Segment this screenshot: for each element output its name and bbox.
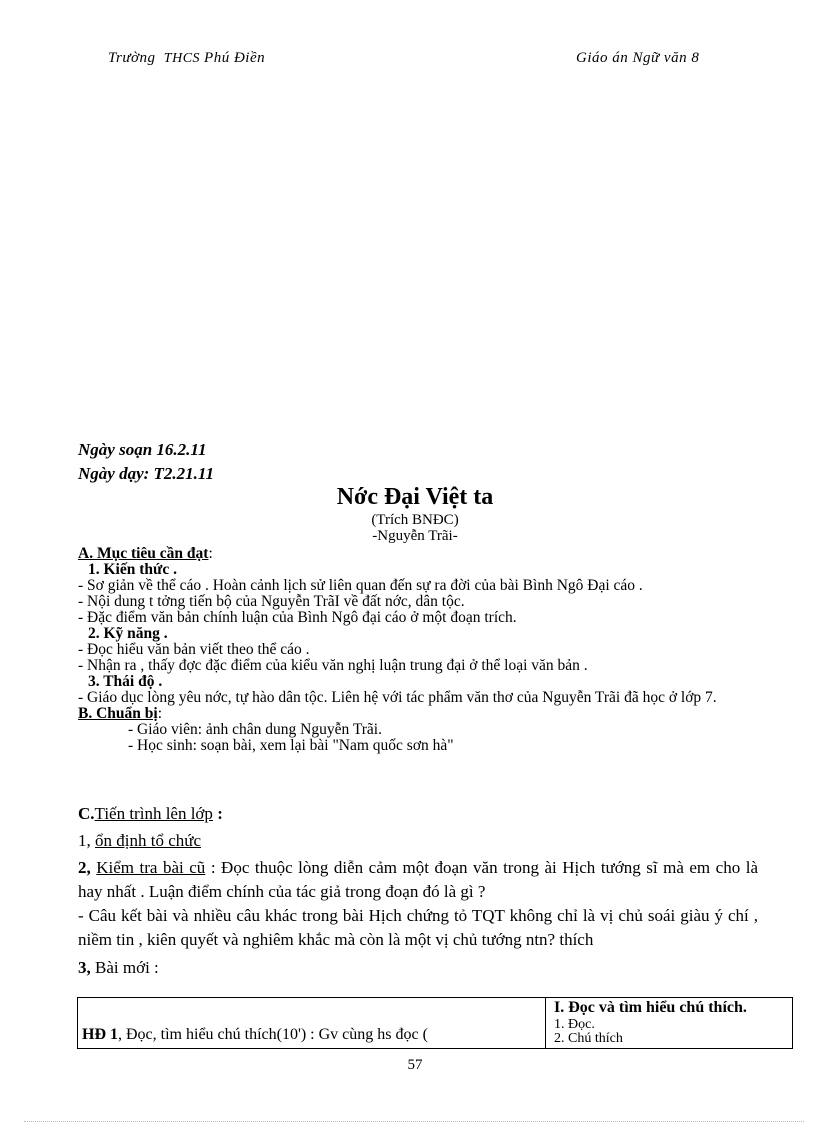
section-c [78,802,758,980]
lesson-source: (Trích BNĐC) [371,512,459,528]
step1-number: 1, [78,831,95,850]
section-a-heading: A. Mục tiêu cần đạt [78,546,209,562]
page-number: 57 [407,1057,423,1073]
section-b-colon: : [157,706,163,722]
skills-line: - Nhận ra , thấy đợc đặc điểm của kiểu văn nghị luận trung đại ở thể loại văn bản . [78,658,588,674]
knowledge-line: - Nội dung t tởng tiến bộ của Nguyễn TrãI về đất nớc, dân tộc. [78,594,465,610]
section-a [78,546,758,754]
knowledge-line: - Đặc điểm văn bản chính luận của Bình Ngô đại cáo ở một đoạn trích. [78,610,517,626]
step1-label: ổn định tổ chức [95,831,202,850]
section-c-colon: : [212,804,223,823]
header-school [108,50,265,67]
step3-label: Bài mới : [95,958,159,977]
skills-line: - Đọc hiểu văn bản viết theo thể cáo . [78,642,310,658]
section-a-colon: : [208,546,213,562]
skills-heading: 2. Kỹ năng . [88,626,168,642]
knowledge-heading: 1. Kiến thức . [88,562,177,578]
activity-number: HĐ 1 [82,1026,118,1043]
content-item: 2. Chú thích [554,1031,623,1046]
step2-number: 2, [78,858,97,877]
step2-text: : Đọc thuộc lòng diễn cảm một đoạn văn trong ài Hịch tướng sĩ mà em cho là hay nhất . Luận điểm chính của tác giả trong đoạn đó là gì ? [78,858,758,901]
step2-label: Kiểm tra bài cũ [96,858,206,877]
header-school-prefix: Trường [108,50,156,66]
preparation-line: - Học sinh: soạn bài, xem lại bài "Nam quốc sơn hà" [128,738,454,754]
section-c-prefix: C. [78,804,95,823]
step3-number: 3, [78,958,95,977]
table-activity-cell [78,998,546,1048]
page-bottom-divider [24,1121,804,1122]
lesson-author: -Nguyễn Trãi- [372,528,458,544]
header-school-type: THCS [163,51,201,66]
activity-text: , Đọc, tìm hiểu chú thích(10') : Gv cùng hs đọc ( [118,1026,428,1043]
prep-date: Ngày soạn 16.2.11 [78,440,207,459]
step2-extra: - Câu kết bài và nhiều câu khác trong bài Hịch chứng tỏ TQT không chỉ là vị chủ soái giàu ý chí , niềm tin , kiên quyết và nghiêm khắc mà còn là một vị chủ tướng ntn? thích [78,906,758,949]
section-b-heading: B. Chuẩn bị [78,706,158,722]
content-heading: I. Đọc và tìm hiểu chú thích. [554,999,747,1016]
preparation-line: - Giáo viên: ảnh chân dung Nguyễn Trãi. [128,722,382,738]
lesson-table [77,997,793,1049]
step2-paragraph [78,856,758,904]
attitude-heading: 3. Thái độ . [88,674,163,690]
knowledge-line: - Sơ giản về thể cáo . Hoàn cảnh lịch sử liên quan đến sự ra đời của bài Bình Ngô Đại cáo . [78,577,643,594]
content-item: 1. Đọc. [554,1017,595,1032]
table-content-cell [548,998,792,1048]
section-c-heading: Tiến trình lên lớp [94,804,213,823]
attitude-line: - Giáo dục lòng yêu nớc, tự hào dân tộc. Liên hệ với tác phẩm văn thơ của Nguyễn Trãi đã học ở lớp 7. [78,689,717,706]
header-school-name: Phú Điền [204,50,266,66]
teach-date: Ngày dạy: T2.21.11 [78,464,214,483]
lesson-title: Nớc Đại Việt ta [336,484,494,510]
header-subject: Giáo án Ngữ văn 8 [576,50,700,66]
